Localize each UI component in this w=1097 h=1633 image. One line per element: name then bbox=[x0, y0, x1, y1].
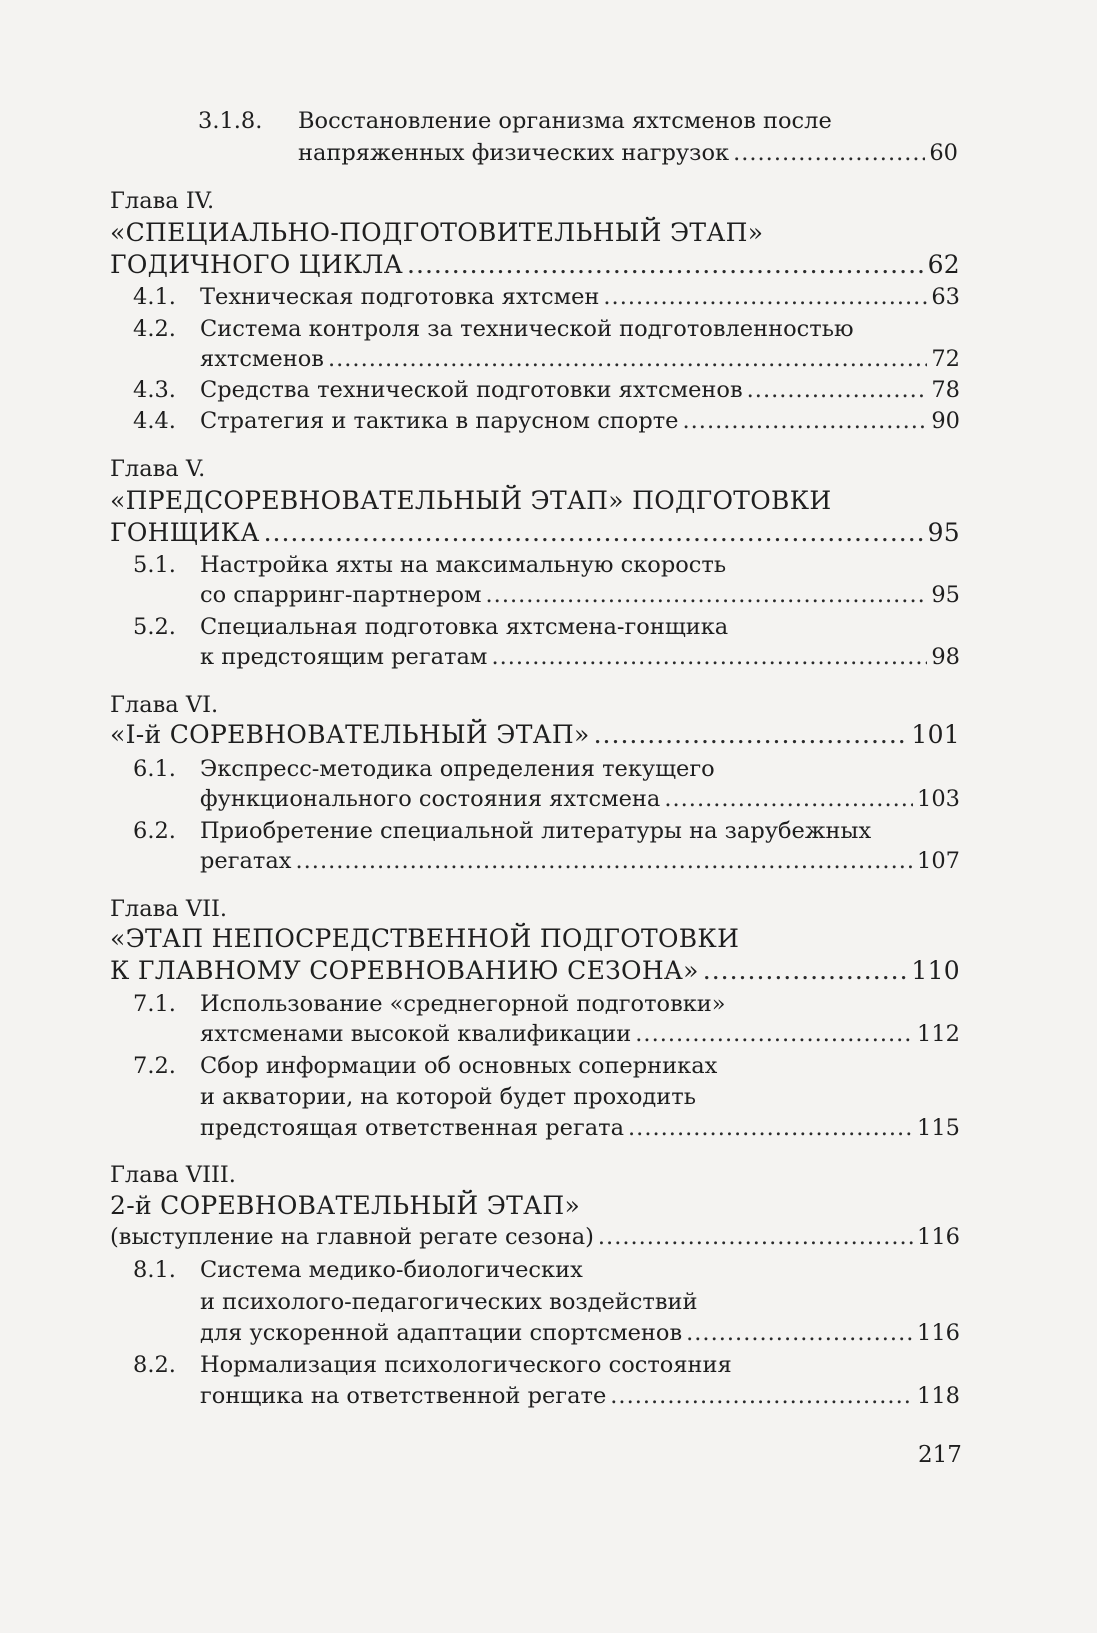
dot-leader bbox=[407, 248, 924, 282]
toc-entry-row[interactable] bbox=[200, 578, 960, 612]
dot-leader bbox=[703, 954, 908, 988]
toc-entry-row[interactable] bbox=[298, 136, 958, 170]
toc-entry-row[interactable] bbox=[200, 1111, 960, 1145]
entry-title: напряженных физических нагрузок bbox=[298, 140, 730, 166]
chapter-label: Глава V. bbox=[110, 456, 206, 482]
page-ref: 112 bbox=[917, 1021, 960, 1047]
chapter-label: Глава VII. bbox=[110, 896, 228, 922]
dot-leader bbox=[486, 578, 928, 612]
entry-number: 4.2. bbox=[133, 316, 176, 342]
entry-number: 5.1. bbox=[133, 552, 176, 578]
toc-entry-row[interactable] bbox=[200, 1017, 960, 1051]
page-number: 217 bbox=[918, 1442, 962, 1468]
entry-title: и психолого-педагогических воздействий bbox=[200, 1289, 698, 1315]
page-ref: 110 bbox=[911, 956, 960, 985]
page-ref: 115 bbox=[917, 1115, 960, 1141]
entry-title: регатах bbox=[200, 848, 292, 874]
entry-title: для ускоренной адаптации спортсменов bbox=[200, 1320, 683, 1346]
entry-number: 8.2. bbox=[133, 1352, 176, 1378]
page-ref: 98 bbox=[931, 644, 960, 670]
dot-leader bbox=[598, 1220, 913, 1254]
entry-title: предстоящая ответственная регата bbox=[200, 1115, 625, 1141]
entry-number: 8.1. bbox=[133, 1257, 176, 1283]
dot-leader bbox=[733, 136, 925, 170]
entry-title: Использование «среднегорной подготовки» bbox=[200, 991, 726, 1017]
entry-title: Техническая подготовка яхтсмен bbox=[200, 284, 600, 310]
chapter-label: Глава VI. bbox=[110, 692, 219, 718]
page-ref: 95 bbox=[931, 582, 960, 608]
page-ref: 116 bbox=[917, 1320, 960, 1346]
entry-number: 6.2. bbox=[133, 818, 176, 844]
chapter-title: «ЭТАП НЕПОСРЕДСТВЕННОЙ ПОДГОТОВКИ bbox=[110, 924, 740, 953]
dot-leader bbox=[491, 640, 927, 674]
entry-number: 5.2. bbox=[133, 614, 176, 640]
dot-leader bbox=[683, 404, 928, 438]
entry-title: Настройка яхты на максимальную скорость bbox=[200, 552, 727, 578]
entry-title: Стратегия и тактика в парусном спорте bbox=[200, 408, 679, 434]
chapter-title: К ГЛАВНОМУ СОРЕВНОВАНИЮ СЕЗОНА» bbox=[110, 956, 699, 985]
entry-title: Средства технической подготовки яхтсменов bbox=[200, 377, 743, 403]
chapter-label: Глава VIII. bbox=[110, 1162, 236, 1188]
page-ref: 63 bbox=[931, 284, 960, 310]
entry-title: и акватории, на которой будет проходить bbox=[200, 1084, 696, 1110]
dot-leader bbox=[295, 844, 913, 878]
page-ref: 116 bbox=[917, 1224, 960, 1250]
dot-leader bbox=[603, 280, 927, 314]
entry-title: Нормализация психологического состояния bbox=[200, 1352, 732, 1378]
entry-number: 7.1. bbox=[133, 991, 176, 1017]
entry-title: гонщика на ответственной регате bbox=[200, 1383, 607, 1409]
chapter-title: ГОДИЧНОГО ЦИКЛА bbox=[110, 250, 404, 279]
toc-chapter-row[interactable] bbox=[110, 516, 960, 550]
dot-leader bbox=[328, 342, 927, 376]
toc-entry-row[interactable] bbox=[200, 280, 960, 314]
chapter-subtitle: (выступление на главной регате сезона) bbox=[110, 1224, 594, 1250]
dot-leader bbox=[594, 718, 908, 752]
page-ref: 72 bbox=[931, 346, 960, 372]
entry-title: Специальная подготовка яхтсмена-гонщика bbox=[200, 614, 729, 640]
entry-number: 6.1. bbox=[133, 756, 176, 782]
toc-entry-row[interactable] bbox=[200, 844, 960, 878]
page-ref: 60 bbox=[929, 140, 958, 166]
page-ref: 101 bbox=[911, 720, 960, 749]
entry-number: 4.4. bbox=[133, 408, 176, 434]
entry-title: яхтсменами высокой квалификации bbox=[200, 1021, 632, 1047]
page-ref: 95 bbox=[927, 518, 960, 547]
toc-chapter-row[interactable] bbox=[110, 1220, 960, 1254]
entry-number: 4.1. bbox=[133, 284, 176, 310]
toc-chapter-row[interactable] bbox=[110, 248, 960, 282]
entry-title: функционального состояния яхтсмена bbox=[200, 786, 661, 812]
toc-chapter-row[interactable] bbox=[110, 954, 960, 988]
page-ref: 78 bbox=[931, 377, 960, 403]
toc-entry-row[interactable] bbox=[200, 404, 960, 438]
page-ref: 62 bbox=[927, 250, 960, 279]
toc-entry-row[interactable] bbox=[200, 1316, 960, 1350]
dot-leader bbox=[610, 1379, 913, 1413]
entry-title: Сбор информации об основных соперниках bbox=[200, 1053, 718, 1079]
toc-chapter-row[interactable] bbox=[110, 718, 960, 752]
toc-entry-row[interactable] bbox=[200, 640, 960, 674]
entry-title: Приобретение специальной литературы на зарубежных bbox=[200, 818, 872, 844]
chapter-title: «ПРЕДСОРЕВНОВАТЕЛЬНЫЙ ЭТАП» ПОДГОТОВКИ bbox=[110, 486, 832, 515]
entry-title: яхтсменов bbox=[200, 346, 324, 372]
page-ref: 107 bbox=[917, 848, 960, 874]
dot-leader bbox=[686, 1316, 913, 1350]
toc-entry-row[interactable] bbox=[200, 782, 960, 816]
entry-title: со спарринг-партнером bbox=[200, 582, 482, 608]
dot-leader bbox=[664, 782, 913, 816]
entry-title: Восстановление организма яхтсменов после bbox=[298, 108, 832, 134]
entry-title: к предстоящим регатам bbox=[200, 644, 488, 670]
entry-number: 4.3. bbox=[133, 377, 176, 403]
chapter-title: «СПЕЦИАЛЬНО-ПОДГОТОВИТЕЛЬНЫЙ ЭТАП» bbox=[110, 218, 764, 247]
entry-number: 3.1.8. bbox=[198, 108, 263, 134]
page-ref: 103 bbox=[917, 786, 960, 812]
entry-title: Система контроля за технической подготовленностью bbox=[200, 316, 854, 342]
page-ref: 90 bbox=[931, 408, 960, 434]
toc-entry-row[interactable] bbox=[200, 1379, 960, 1413]
page-ref: 118 bbox=[917, 1383, 960, 1409]
dot-leader bbox=[747, 373, 928, 407]
entry-title: Система медико-биологических bbox=[200, 1257, 583, 1283]
toc-entry-row[interactable] bbox=[200, 342, 960, 376]
dot-leader bbox=[264, 516, 924, 550]
entry-number: 7.2. bbox=[133, 1053, 176, 1079]
chapter-title: 2-й СОРЕВНОВАТЕЛЬНЫЙ ЭТАП» bbox=[110, 1191, 581, 1220]
chapter-label: Глава IV. bbox=[110, 188, 215, 214]
chapter-title: «I-й СОРЕВНОВАТЕЛЬНЫЙ ЭТАП» bbox=[110, 720, 590, 749]
entry-title: Экспресс-методика определения текущего bbox=[200, 756, 715, 782]
dot-leader bbox=[628, 1111, 913, 1145]
dot-leader bbox=[635, 1017, 913, 1051]
chapter-title: ГОНЩИКА bbox=[110, 518, 260, 547]
toc-entry-row[interactable] bbox=[200, 373, 960, 407]
